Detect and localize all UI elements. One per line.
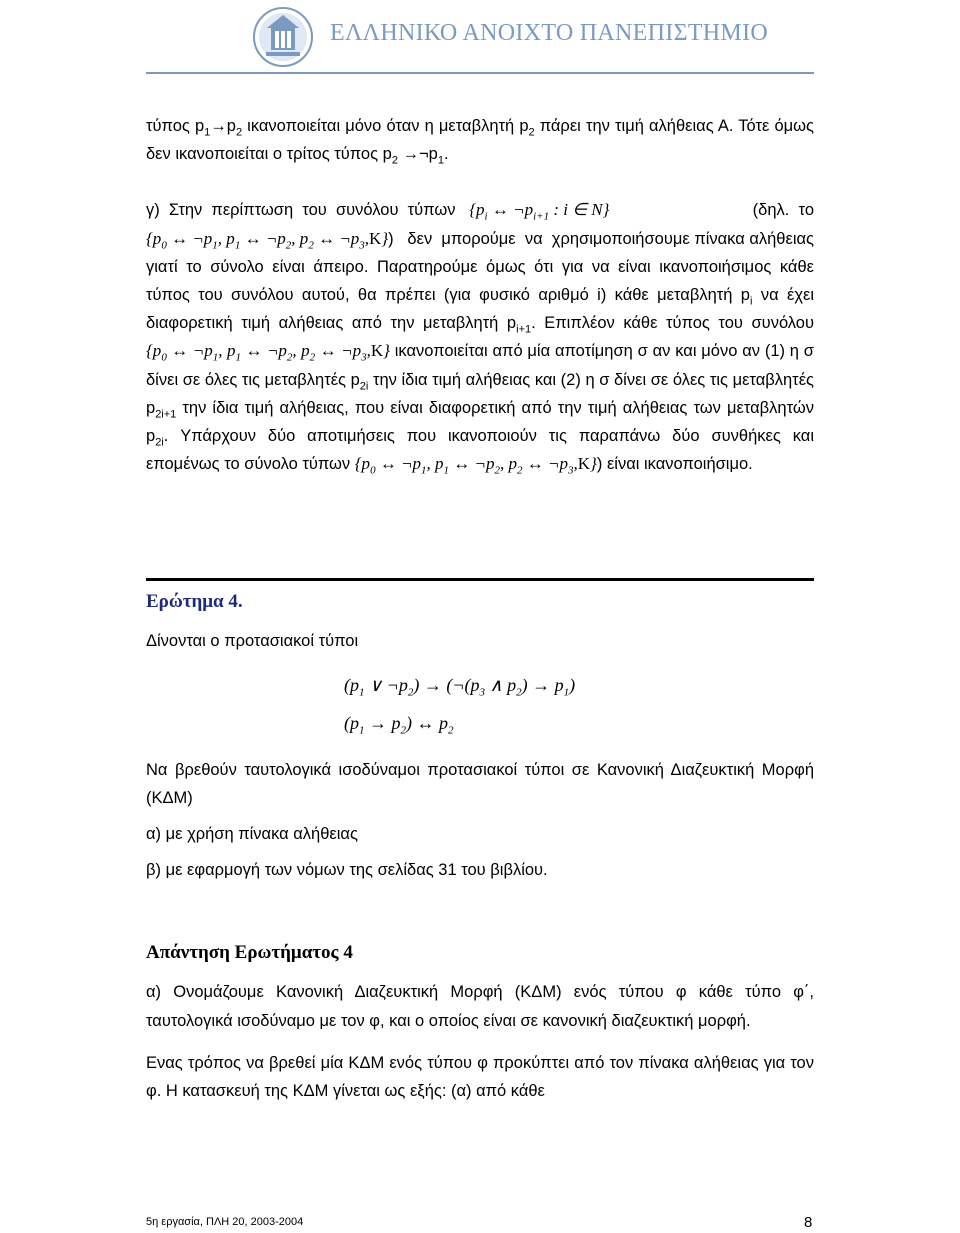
answer-paragraph-1: α) Ονομάζουμε Κανονική Διαζευκτική Μορφή (ΚΔΜ) ενός τύπου φ κάθε τύπο φ΄, ταυτολογικά ισοδύναμο με τον φ, και ο οποίος είναι σε κανονική διαζευκτική μορφή. [146, 983, 814, 1030]
question-heading: Ερώτημα 4. [146, 591, 243, 613]
page-number: 8 [804, 1214, 813, 1231]
paragraph-case-c: γ) Στην περίπτωση του συνόλου τύπων {$p_i$ ↔ $\neg p_{i+1}$ : i ∈ N} (δηλ. το {$p_0$ ↔ $\neg p_1$, $p_1$ ↔ $\neg p_2$, $p_2$ ↔ $\neg p_3,K$}) δεν μπορούμε να χρησιμοποιήσουμε πίνακα αλήθειας γιατί το σύνολο είναι άπειρο. Παρατηρούμε όμως ότι για να είναι ικανοποιήσιμος κάθε τύπος του συνόλου αυτού, θα πρέπει (για φυσικό αριθμό i) κάθε μεταβλητή $p_i$ να έχει διαφορετική τιμή αλήθειας από την μεταβλητή $p_{i+1}$. Επιπλέον κάθε τύπος του συνόλου {$p_0$ ↔ $\neg p_1$, $p_1$ ↔ $\neg p_2$, $p_2$ ↔ $\neg p_3,K$} ικανοποιείται από μία αποτίμηση σ αν και μόνο αν (1) η σ δίνει σε όλες τις μεταβλητές $p_{2i}$ την ίδια τιμή αλήθειας και (2) η σ δίνει σε όλες τις μεταβλητές $p_{2i+1}$ την ίδια τιμή αλήθειας, που είναι διαφορετική από την τιμή αλήθειας των μεταβλητών $p_{2i}$. Υπάρχουν δύο αποτιμήσεις που ικανοποιούν τις παραπάνω δύο συνθήκες και επομένως το σύνολο τύπων {$p_0$ ↔ $\neg p_1$, $p_1$ ↔ $\neg p_2$, $p_2$ ↔ $\neg p_3,K$}) είναι ικανοποιήσιμο. [146, 200, 815, 477]
formula-set-2: {$p_0$ ↔ $\neg p_1$, $p_1$ ↔ $\neg p_2$, $p_2$ ↔ $\neg p_3,K$} [146, 341, 390, 364]
question-part-a: α) με χρήση πίνακα αλήθειας [146, 825, 358, 844]
paragraph-intro: τύπος $p_1\to p_2$ ικανοποιείται μόνο όταν η μεταβλητή $p_2$ πάρει την τιμή αλήθειας Α. Τότε όμως δεν ικανοποιείται ο τρίτος τύπος $p_2$ $\to\neg p_1$. [146, 117, 814, 167]
formula-1: ($p_1$ ∨ $\neg p_2$) → ($\neg(p_3$ ∧ $p_2) \to p_1$) [344, 674, 576, 699]
question-intro: Δίνονται ο προτασιακοί τύποι [146, 632, 359, 651]
formula-set-pi: {$p_i$ ↔ $\neg p_{i+1}$ : i ∈ N} [469, 200, 610, 223]
header-title: ΕΛΛΗΝΙΚΟ ΑΝΟΙΧΤΟ ΠΑΝΕΠΙΣΤΗΜΙΟ [330, 20, 768, 46]
page-content [146, 112, 814, 1105]
header-divider [146, 72, 814, 74]
formula-set-1: {$p_0$ ↔ $\neg p_1$, $p_1$ ↔ $\neg p_2$, $p_2$ ↔ $\neg p_3,K$} [146, 228, 389, 251]
university-logo [252, 6, 314, 68]
answer-heading: Απάντηση Ερωτήματος 4 [146, 942, 353, 964]
formula-set-3: {$p_0$ ↔ $\neg p_1$, $p_1$ ↔ $\neg p_2$, $p_2$ ↔ $\neg p_3,K$} [354, 454, 597, 477]
question-task: Να βρεθούν ταυτολογικά ισοδύναμοι προτασιακοί τύποι σε Κανονική Διαζευκτική Μορφή (ΚΔΜ) [146, 760, 814, 807]
question-part-b: β) με εφαρμογή των νόμων της σελίδας 31 του βιβλίου. [146, 861, 548, 880]
formula-2: $(p_1 \to p_2)$ ↔ $p_2$ [344, 712, 454, 737]
answer-paragraph-2: Ενας τρόπος να βρεθεί μία ΚΔΜ ενός τύπου φ προκύπτει από τον πίνακα αλήθειας για τον φ. Η κατασκευή της ΚΔΜ γίνεται ως εξής: (α) από κάθε [146, 1053, 814, 1101]
footer-course: 5η εργασία, ΠΛΗ 20, 2003-2004 [146, 1216, 304, 1228]
section-divider [146, 578, 814, 581]
